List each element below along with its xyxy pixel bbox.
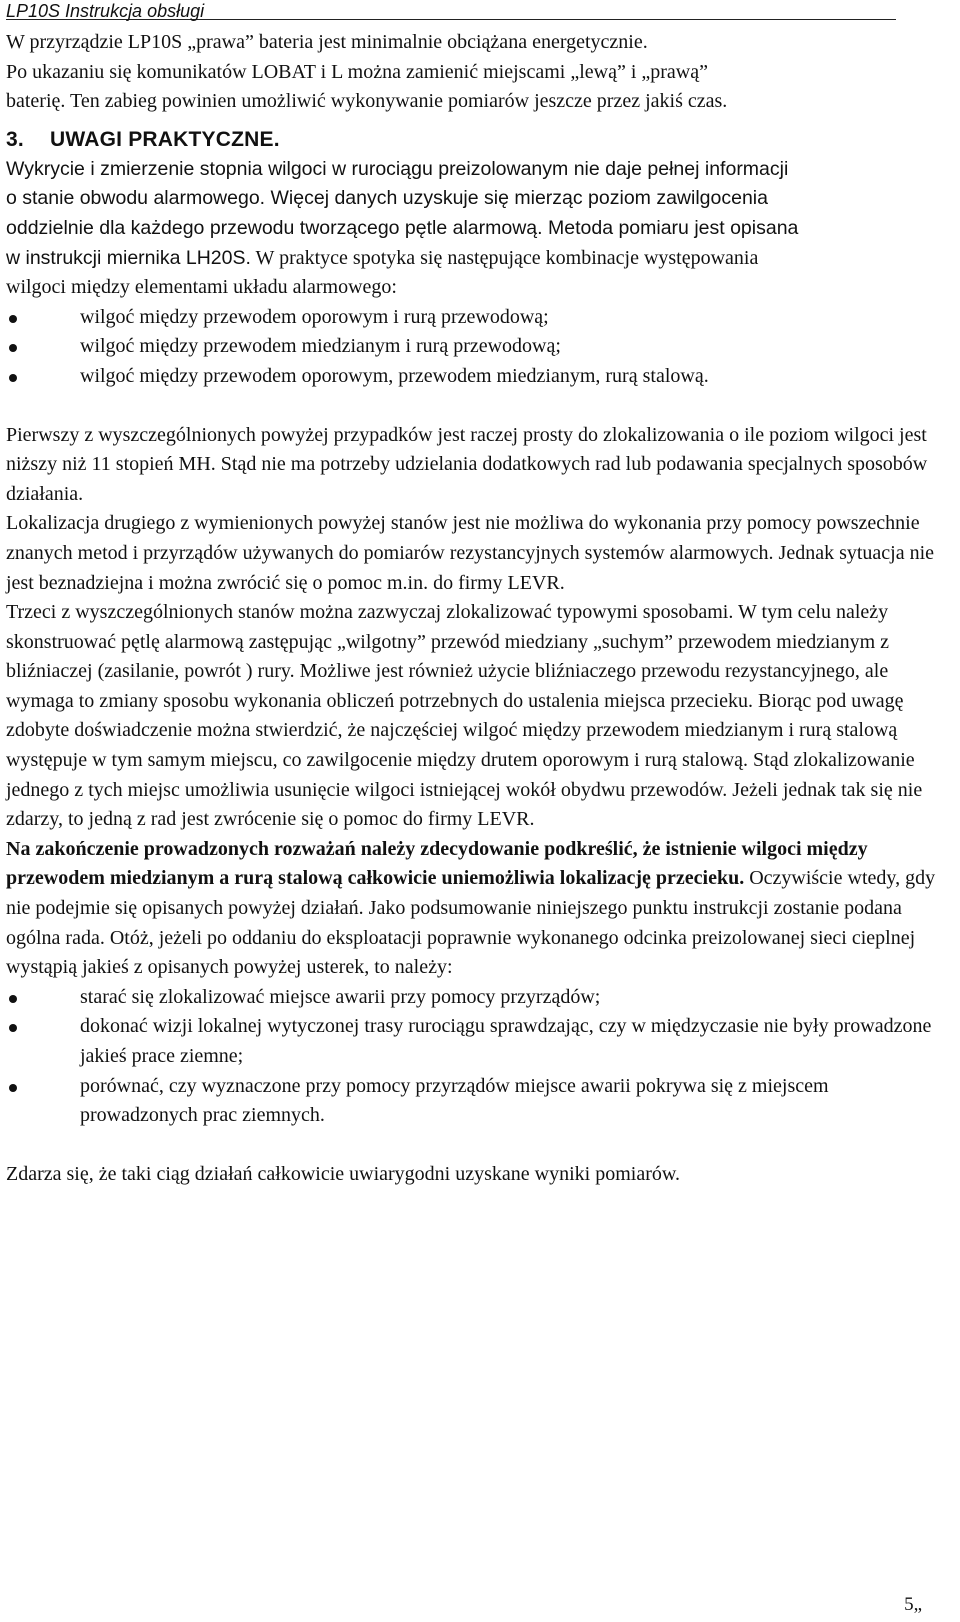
- header-title: LP10S Instrukcja obsługi: [6, 1, 205, 21]
- section-intro-line-2a: o stanie obwodu alarmowego.: [6, 187, 266, 210]
- section-intro-line-4b: W praktyce spotyka się następujące kombinacje występowania: [250, 246, 759, 269]
- list-item: starać się zlokalizować miejsce awarii przy pomocy przyrządów;: [6, 983, 950, 1013]
- list-item: wilgoć między przewodem oporowym i rurą przewodową;: [6, 303, 950, 333]
- list-item: wilgoć między przewodem miedzianym i rurą przewodową;: [6, 332, 950, 362]
- list-item: porównać, czy wyznaczone przy pomocy przyrządów miejsce awarii pokrywa się z miejscem prowadzonych prac ziemnych.: [6, 1072, 950, 1131]
- list-item: dokonać wizji lokalnej wytyczonej trasy rurociągu sprawdzając, czy w międzyczasie nie były prowadzone jakieś prace ziemne;: [6, 1012, 950, 1071]
- section-intro-paragraph: [6, 155, 950, 303]
- intro-line-2: Po ukazaniu się komunikatów LOBAT i L można zamienić miejscami „lewą” i „prawą”: [6, 60, 708, 83]
- section-title: UWAGI PRAKTYCZNE.: [50, 127, 280, 151]
- intro-line-1: W przyrządzie LP10S „prawa” bateria jest minimalnie obciążana energetycznie.: [6, 31, 648, 53]
- paragraph-second-case: Lokalizacja drugiego z wymienionych powyżej stanów jest nie możliwa do wykonania przy pomocy powszechnie znanych metod i przyrządów używanych do pomiarów rezystancyjnych systemów alarmowych. Jednak sytuacja nie jest beznadziejna i można zwrócić się o pomoc m.in. do firmy LEVR.: [6, 512, 935, 594]
- paragraph-first-case: Pierwszy z wyszczególnionych powyżej przypadków jest raczej prosty do zlokalizowania o ile poziom wilgoci jest niższy niż 11 stopień MH. Stąd nie ma potrzeby udzielania dodatkowych rad lub podawania specjalnych sposobów działania.: [6, 423, 928, 505]
- section-intro-line-5: wilgoci między elementami układu alarmowego:: [6, 276, 397, 299]
- paragraph-conclusion: [6, 835, 950, 983]
- bullet-icon: [9, 315, 17, 323]
- bullet-icon: [9, 374, 17, 382]
- closing-paragraph: Zdarza się, że taki ciąg działań całkowicie uwiarygodni uzyskane wyniki pomiarów.: [6, 1162, 681, 1185]
- section-intro-line-4a: w instrukcji miernika LH20S.: [6, 246, 251, 269]
- intro-line-3: baterię. Ten zabieg powinien umożliwić wykonywanie pomiarów jeszcze przez jakiś czas.: [6, 90, 728, 113]
- section-intro-line-1: Wykrycie i zmierzenie stopnia wilgoci w rurociągu preizolowanym nie daje pełnej informacji: [6, 157, 789, 180]
- document-content: [6, 28, 950, 1189]
- running-header: [6, 0, 896, 20]
- recommendations-list: [6, 983, 950, 1131]
- list-item: wilgoć między przewodem oporowym, przewodem miedzianym, rurą stalową.: [6, 362, 950, 392]
- section-heading: [6, 125, 950, 155]
- page-number: 5„: [904, 1594, 922, 1615]
- bullet-icon: [9, 995, 17, 1003]
- bullet-icon: [9, 344, 17, 352]
- paragraph-third-case: Trzeci z wyszczególnionych stanów można zazwyczaj zlokalizować typowymi sposobami. W tym celu należy skonstruować pętlę alarmową zastępując „wilgotny” przewód miedziany „suchym” przewodem miedzianym z bliźniaczej (zasilanie, powrót ) rury. Możliwe jest również użycie bliźniaczego przewodu rezystancyjnego, ale wymaga to zmiany sposobu wykonania obliczeń potrzebnych do ustalenia miejsca przecieku. Biorąc pod uwagę zdobyte doświadczenie można stwierdzić, że najczęściej wilgoć między przewodem miedzianym i rurą stalową występuje w tym samym miejscu, co zawilgocenie między drutem oporowym i rurą stalową. Stąd zlokalizowanie jednego z tych miejsc umożliwia usunięcie wilgoci istniejącej wokół obydwu przewodów. Jeżeli jednak tak się nie zdarzy, to jedną z rad jest zwrócenie się o pomoc do firmy LEVR.: [6, 601, 923, 831]
- section-number: 3.: [6, 127, 24, 151]
- moisture-combinations-list: [6, 303, 950, 392]
- bullet-icon: [9, 1084, 17, 1092]
- section-intro-line-3: oddzielnie dla każdego przewodu tworzącego pętle alarmową. Metoda pomiaru jest opisana: [6, 216, 799, 239]
- section-intro-line-2b: Więcej danych uzyskuje się mierząc poziom zawilgocenia: [265, 187, 768, 210]
- conclusion-bold-text: Na zakończenie prowadzonych rozważań należy zdecydowanie podkreślić, że istnienie wilgoci między przewodem miedzianym a rurą stalową całkowicie uniemożliwia lokalizację przecieku.: [6, 837, 868, 890]
- conclusion-text: Oczywiście wtedy, gdy nie podejmie się opisanych powyżej działań. Jako podsumowanie niniejszego punktu instrukcji zostanie podana ogólna rada. Otóż, jeżeli po oddaniu do eksploatacji poprawnie wykonanego odcinka preizolowanej sieci cieplnej wystąpią jakieś z opisanych powyżej usterek, to należy:: [6, 867, 936, 979]
- intro-paragraph: [6, 28, 950, 117]
- bullet-icon: [9, 1024, 17, 1032]
